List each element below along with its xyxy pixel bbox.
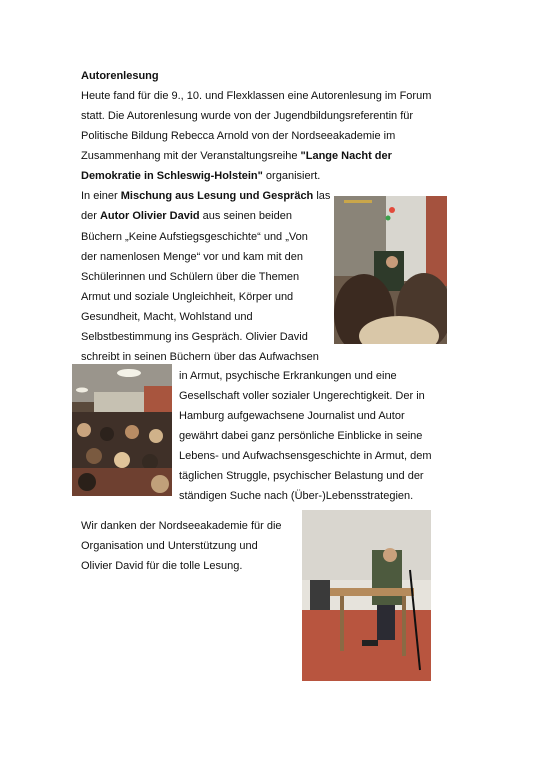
text-line: in Armut, psychische Erkrankungen und eine [179,370,397,382]
text-line: Demokratie in Schleswig-Holstein" organisiert. [81,170,321,182]
text-line: Organisation und Unterstützung und [81,540,258,552]
text-line: Lebens- und Aufwachsensgeschichte in Armut, dem [179,450,432,462]
text-line: Gesundheit, Macht, Wohlstand und [81,311,253,323]
text-line: Schülerinnen und Schülern über die Themen [81,271,300,283]
text-line: In einer Mischung aus Lesung und Gespräch las [81,190,331,202]
text-line: der namenlosen Menge“ vor und kam mit den [81,251,303,263]
text-line: Heute fand für die 9., 10. und Flexklassen eine Autorenlesung im Forum [81,90,432,102]
photo-audience-hall [72,364,172,496]
text-line: Gesellschaft voller sozialer Ungerechtigkeit. Der in [179,390,425,402]
text-line: ständigen Suche nach (Über-)Lebensstrategien. [179,490,414,502]
text-line: täglichen Struggle, psychischer Belastung und der [179,470,424,482]
text-line: Hamburg aufgewachsene Journalist und Autor [179,410,405,422]
text-line: Büchern „Keine Aufstiegsgeschichte“ und „Von [81,231,308,243]
page-title: Autorenlesung [81,70,159,82]
text-line: gewährt dabei ganz persönliche Einblicke in seine [179,430,423,442]
text-line: Olivier David für die tolle Lesung. [81,560,243,572]
text-line: Armut und soziale Ungleichheit, Körper und [81,291,294,303]
text-line: Selbstbestimmung ins Gespräch. Olivier David [81,331,308,343]
text-line: schreibt in seinen Büchern über das Aufwachsen [81,351,319,363]
text-line: Politische Bildung Rebecca Arnold von der Nordseeakademie im [81,130,396,142]
text-line: statt. Die Autorenlesung wurde von der Jugendbildungsreferentin für [81,110,414,122]
text-line: Zusammenhang mit der Veranstaltungsreihe "Lange Nacht der [81,150,392,162]
photo-author-reading [334,196,447,344]
photo-author-table [302,510,431,681]
text-line: der Autor Olivier David aus seinen beiden [81,210,292,222]
text-line: Wir danken der Nordseeakademie für die [81,520,282,532]
